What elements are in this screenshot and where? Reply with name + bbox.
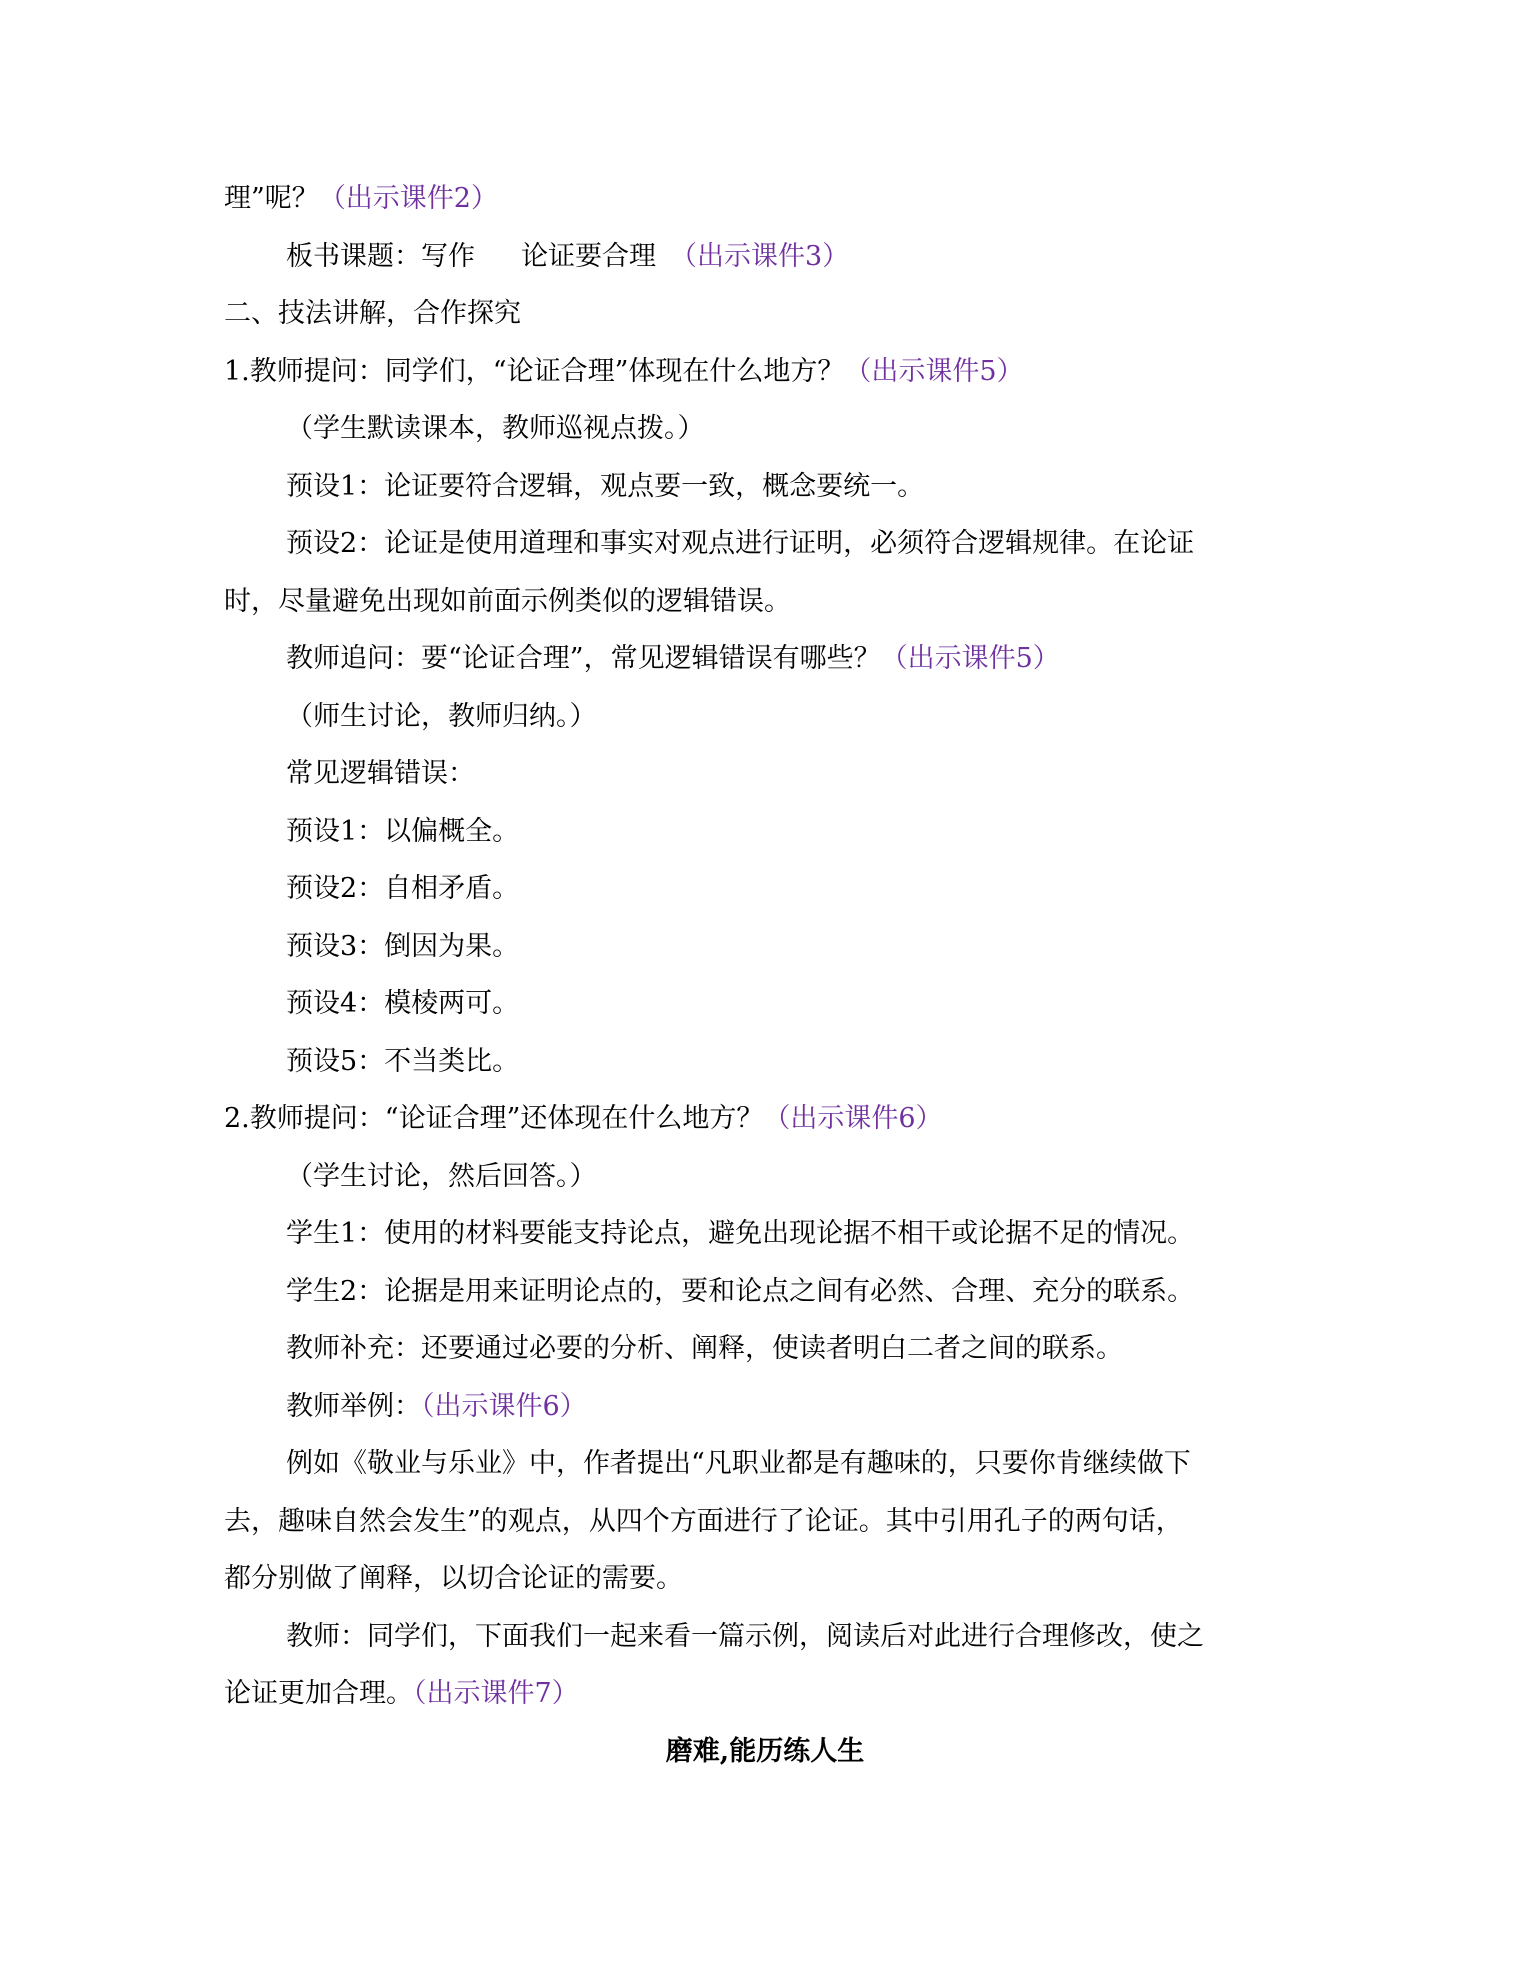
essay-title: 磨难,能历练人生: [665, 1736, 865, 1767]
text-line-19: 学生1：使用的材料要能支持论点，避免出现论据不相干或论据不足的情况。: [286, 1218, 1195, 1249]
text-line-6: 预设1：论证要符合逻辑，观点要一致，概念要统一。: [286, 471, 925, 502]
text-line-10: （师生讨论，教师归纳。）: [286, 701, 597, 732]
courseware-ref: （出示课件3）: [670, 241, 850, 272]
courseware-ref: （出示课件5）: [844, 356, 1024, 387]
courseware-ref: （出示课件5）: [880, 643, 1060, 674]
text-line-17: 2.教师提问：“论证合理”还体现在什么地方？（出示课件6）: [224, 1103, 943, 1134]
text-line-12: 预设1：以偏概全。: [286, 816, 520, 847]
courseware-ref: （出示课件2）: [318, 183, 498, 214]
text-line-16: 预设5：不当类比。: [286, 1046, 520, 1077]
text-line-4: 1.教师提问：同学们，“论证合理”体现在什么地方？（出示课件5）: [224, 356, 1024, 387]
text-line-1: 理”呢？（出示课件2）: [224, 183, 498, 214]
courseware-ref: （出示课件6）: [763, 1103, 943, 1134]
text-line-25: 都分别做了阐释，以切合论证的需要。: [224, 1563, 683, 1594]
text-line-23: 例如《敬业与乐业》中，作者提出“凡职业都是有趣味的，只要你肯继续做下: [286, 1448, 1191, 1479]
text-line-21: 教师补充：还要通过必要的分析、阐释，使读者明白二者之间的联系。: [286, 1333, 1123, 1364]
text-line-7: 预设2：论证是使用道理和事实对观点进行证明，必须符合逻辑规律。在论证: [286, 528, 1195, 559]
text-line-8: 时，尽量避免出现如前面示例类似的逻辑错误。: [224, 586, 791, 617]
text-line-18: （学生讨论，然后回答。）: [286, 1161, 597, 1192]
text-line-2: 板书课题：写作 论证要合理 （出示课件3）: [286, 241, 850, 272]
text-line-22: 教师举例：（出示课件6）: [286, 1391, 587, 1422]
text-line-14: 预设3：倒因为果。: [286, 931, 520, 962]
text-line-15: 预设4：模棱两可。: [286, 988, 520, 1019]
text-line-26: 教师：同学们，下面我们一起来看一篇示例，阅读后对此进行合理修改，使之: [286, 1621, 1204, 1652]
text-line-13: 预设2：自相矛盾。: [286, 873, 520, 904]
text-line-24: 去，趣味自然会发生”的观点，从四个方面进行了论证。其中引用孔子的两句话，: [224, 1506, 1183, 1537]
text-line-5: （学生默读课本，教师巡视点拨。）: [286, 413, 705, 444]
text-line-27: 论证更加合理。（出示课件7）: [224, 1678, 579, 1709]
section-heading: 二、技法讲解，合作探究: [224, 298, 521, 329]
courseware-ref: （出示课件6）: [421, 1391, 587, 1422]
text-line-9: 教师追问：要“论证合理”，常见逻辑错误有哪些？（出示课件5）: [286, 643, 1060, 674]
text-line-11: 常见逻辑错误：: [286, 758, 475, 789]
text-line-20: 学生2：论据是用来证明论点的，要和论点之间有必然、合理、充分的联系。: [286, 1276, 1195, 1307]
courseware-ref: （出示课件7）: [413, 1678, 579, 1709]
